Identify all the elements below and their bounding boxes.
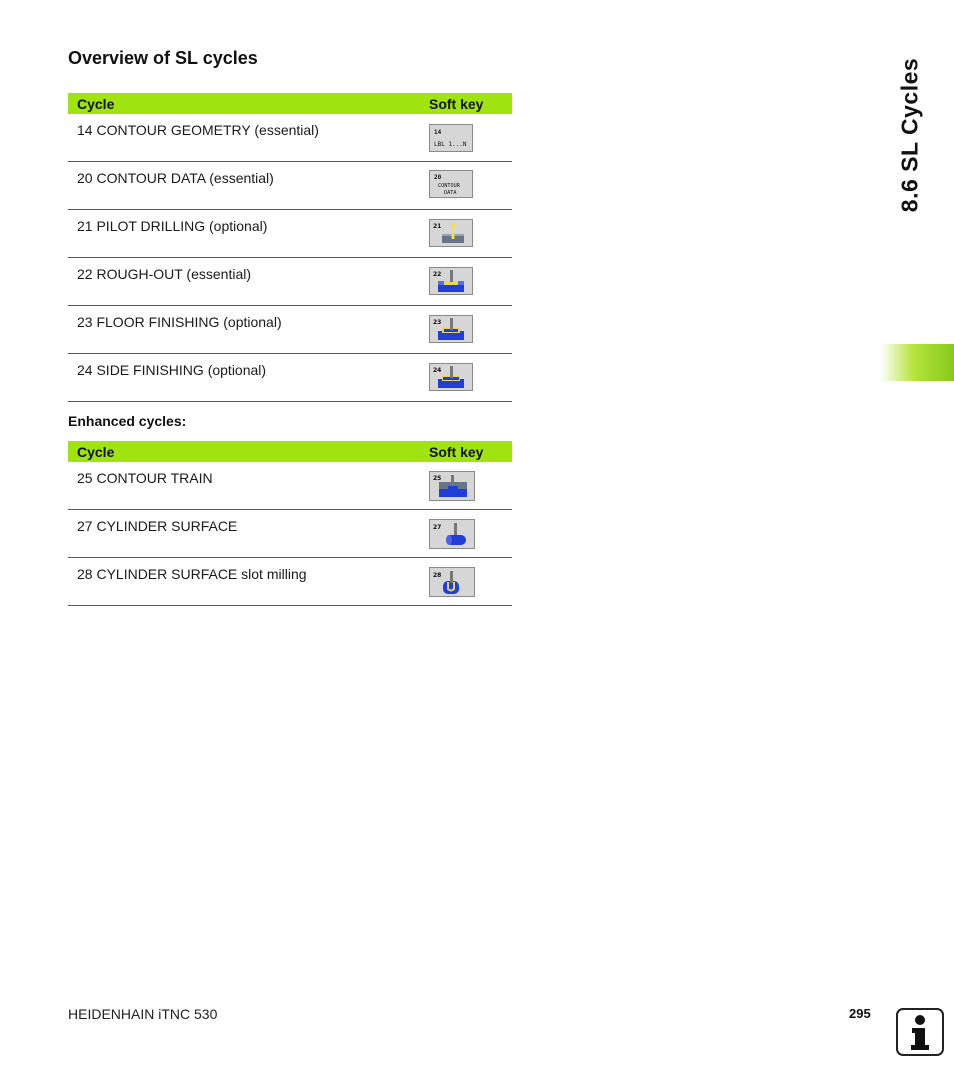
chapter-tab-marker	[880, 344, 954, 381]
table-row	[68, 162, 512, 210]
softkey-cylinder-surface[interactable]	[429, 519, 475, 549]
softkey-label: DATA	[444, 190, 457, 196]
column-header-softkey: Soft key	[429, 441, 512, 462]
table-header-row	[68, 441, 512, 462]
table-row	[68, 462, 512, 510]
softkey-pilot-drilling[interactable]	[429, 219, 473, 247]
page-title: Overview of SL cycles	[68, 48, 258, 68]
cycle-name: 28 CYLINDER SURFACE slot milling	[68, 558, 429, 606]
table-row	[68, 258, 512, 306]
softkey-label: LBL 1...N	[434, 141, 467, 148]
table-row	[68, 510, 512, 558]
softkey-contour-geometry[interactable]	[429, 124, 473, 152]
side-finishing-icon	[430, 364, 472, 390]
cycle-name: 20 CONTOUR DATA (essential)	[68, 162, 429, 210]
cycle-name: 22 ROUGH-OUT (essential)	[68, 258, 429, 306]
chapter-side-title	[875, 50, 945, 220]
cylinder-slot-icon	[430, 568, 474, 596]
cycle-name: 14 CONTOUR GEOMETRY (essential)	[68, 114, 429, 162]
softkey-number: 25	[433, 475, 442, 482]
softkey-contour-train[interactable]	[429, 471, 475, 501]
softkey-number: 28	[433, 572, 442, 579]
softkey-floor-finishing[interactable]	[429, 315, 473, 343]
cycle-name: 23 FLOOR FINISHING (optional)	[68, 306, 429, 354]
table-row	[68, 306, 512, 354]
cycle-name: 27 CYLINDER SURFACE	[68, 510, 429, 558]
softkey-number: 22	[433, 271, 442, 278]
cycle-name: 24 SIDE FINISHING (optional)	[68, 354, 429, 402]
table-header-row	[68, 93, 512, 114]
softkey-number: 27	[433, 524, 442, 531]
floor-finishing-icon	[430, 316, 472, 342]
chapter-side-title-text: 8.6 SL Cycles	[896, 57, 923, 213]
softkey-number: 24	[433, 367, 442, 374]
enhanced-cycles-heading: Enhanced cycles:	[68, 413, 187, 429]
cylinder-surface-icon	[430, 520, 474, 548]
softkey-label: CONTOUR	[438, 183, 460, 189]
page-number: 295	[849, 1006, 871, 1021]
table-row	[68, 114, 512, 162]
enhanced-cycles-table	[68, 441, 512, 606]
footer-manual-name: HEIDENHAIN iTNC 530	[68, 1006, 218, 1022]
softkey-side-finishing[interactable]	[429, 363, 473, 391]
column-header-cycle: Cycle	[68, 441, 429, 462]
softkey-rough-out[interactable]	[429, 267, 473, 295]
pilot-drilling-icon	[430, 220, 472, 246]
softkey-contour-data[interactable]	[429, 170, 473, 198]
cycle-name: 21 PILOT DRILLING (optional)	[68, 210, 429, 258]
softkey-cylinder-slot-milling[interactable]	[429, 567, 475, 597]
contour-train-icon	[430, 472, 474, 500]
rough-out-icon	[430, 268, 472, 294]
softkey-number: 23	[433, 319, 442, 326]
table-row	[68, 210, 512, 258]
column-header-softkey: Soft key	[429, 93, 512, 114]
info-icon	[896, 1008, 944, 1056]
table-row	[68, 354, 512, 402]
softkey-label: 20	[434, 174, 442, 181]
sl-cycles-table	[68, 93, 512, 402]
table-row	[68, 558, 512, 606]
cycle-name: 25 CONTOUR TRAIN	[68, 462, 429, 510]
softkey-number: 21	[433, 223, 442, 230]
softkey-label: 14	[434, 129, 442, 136]
column-header-cycle: Cycle	[68, 93, 429, 114]
